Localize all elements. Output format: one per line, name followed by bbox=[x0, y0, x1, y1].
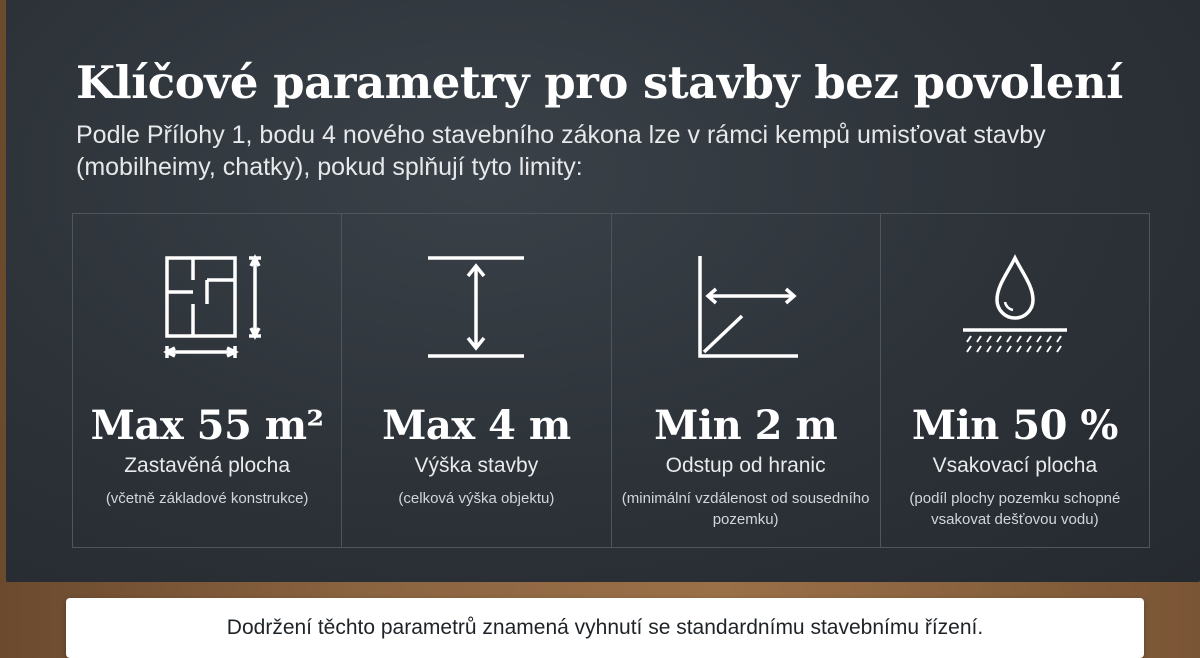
card-note: (celková výška objektu) bbox=[398, 490, 555, 507]
card-label: Odstup od hranic bbox=[665, 454, 826, 477]
card-note: (minimální vzdálenost od sousedního pozemku) bbox=[621, 490, 870, 528]
card-setback bbox=[612, 214, 881, 547]
card-label: Vsakovací plocha bbox=[932, 454, 1098, 477]
page-title: Klíčové parametry pro stavby bez povolení bbox=[76, 56, 1123, 109]
card-note: (podíl plochy pozemku schopné vsakovat dešťovou vodu) bbox=[909, 490, 1121, 528]
page-subtitle: Podle Přílohy 1, bodu 4 nového stavebního zákona lze v rámci kempů umisťovat stavby (mobilheimy, chatky), pokud splňují tyto limity: bbox=[76, 121, 1046, 181]
card-value: Min 50 % bbox=[911, 402, 1118, 449]
card-value: Min 2 m bbox=[654, 402, 838, 449]
height-icon bbox=[416, 252, 536, 362]
card-value: Max 4 m bbox=[382, 402, 571, 449]
footer-text: Dodržení těchto parametrů znamená vyhnutí se standardnímu stavebnímu řízení. bbox=[226, 616, 984, 639]
floor-plan-icon bbox=[147, 252, 267, 362]
parameter-cards bbox=[72, 213, 1150, 548]
water-drop-icon bbox=[955, 252, 1075, 362]
card-label: Výška stavby bbox=[414, 454, 539, 477]
chalkboard-panel bbox=[6, 0, 1200, 582]
card-built-area bbox=[73, 214, 342, 547]
footer-note-box bbox=[66, 598, 1144, 658]
card-height bbox=[342, 214, 611, 547]
distance-icon bbox=[686, 252, 806, 362]
card-value: Max 55 m² bbox=[90, 402, 324, 449]
card-note: (včetně základové konstrukce) bbox=[105, 490, 309, 507]
card-label: Zastavěná plocha bbox=[124, 454, 291, 477]
card-infiltration bbox=[881, 214, 1149, 547]
